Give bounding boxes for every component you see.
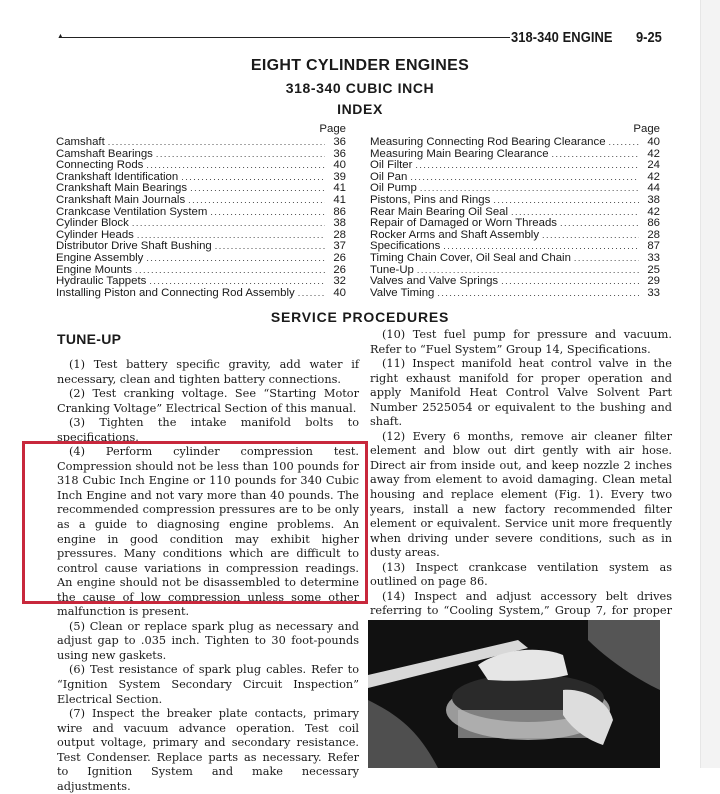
service-procedures-heading: SERVICE PROCEDURES	[270, 309, 450, 325]
index-entry-label: Engine Assembly	[56, 252, 144, 264]
index-entry-page: 87	[647, 241, 660, 253]
index-entry-page: 33	[647, 252, 660, 264]
index-entry-page: 26	[333, 264, 346, 276]
index-entry	[370, 183, 660, 195]
index-leader-dots	[443, 241, 639, 253]
index-entry-page: 39	[333, 171, 346, 183]
index-leader-dots	[415, 160, 639, 172]
index-entry	[370, 241, 660, 253]
index-entry-label: Crankcase Ventilation System	[56, 206, 208, 218]
index-leader-dots	[190, 183, 325, 195]
index-leader-dots	[542, 230, 639, 242]
index-entry	[56, 172, 346, 184]
index-entry-label: Oil Pump	[370, 183, 417, 195]
index-entry-page: 28	[333, 229, 346, 241]
index-entry-label: Repair of Damaged or Worn Threads	[370, 218, 557, 230]
index-entry	[56, 288, 346, 300]
page-subtitle: 318-340 CUBIC INCH	[285, 80, 435, 96]
page-title: EIGHT CYLINDER ENGINES	[250, 57, 470, 74]
index-entry-page: 26	[333, 252, 346, 264]
index-leader-dots	[574, 253, 639, 265]
step-7: (7) Inspect the breaker plate contacts, primary wire and vacuum advance operation. Test coil output voltage, primary and secondary resistance. Test Condenser. Replace parts as necessary. Refer to Ignition System and make necessary adjustments.	[57, 707, 359, 793]
index-entry	[370, 253, 660, 265]
index-entry-page: 42	[647, 171, 660, 183]
index-entry	[56, 253, 346, 265]
step-5: (5) Clean or replace spark plug as necessary and adjust gap to .035 inch. Tighten to 30 foot-pounds using new gaskets.	[57, 619, 359, 662]
index-entry-label: Camshaft	[56, 137, 105, 148]
step-14: (14) Inspect and adjust accessory belt drives referring to “Cooling System,” Group 7, for proper	[370, 589, 672, 618]
index-entry-label: Installing Piston and Connecting Rod Assembly	[56, 287, 295, 299]
index-entry-label: Crankshaft Main Bearings	[56, 183, 188, 195]
step-3: (3) Tighten the intake manifold bolts to specifications.	[57, 416, 359, 444]
air-cleaner-photo	[368, 620, 660, 768]
index-leader-dots	[135, 265, 325, 277]
index-entry	[56, 160, 346, 172]
index-leader-dots	[511, 207, 639, 219]
index-entry-page: 44	[647, 183, 660, 195]
index-leader-dots	[108, 137, 325, 149]
step-13: (13) Inspect crankcase ventilation system as outlined on page 86.	[370, 560, 672, 589]
tune-up-right-column	[370, 328, 672, 648]
step-1: (1) Test battery specific gravity, add water if necessary, clean and tighten battery connections.	[57, 358, 359, 386]
index-entry-label: Oil Filter	[370, 160, 413, 172]
index-heading: INDEX	[337, 101, 383, 117]
index-entry	[370, 265, 660, 277]
index-page-label: Page	[633, 123, 660, 135]
index-leader-dots	[552, 149, 639, 161]
index-entry	[370, 149, 660, 161]
index-entry-label: Hydraulic Tappets	[56, 276, 147, 288]
index-leader-dots	[420, 183, 639, 195]
index-entry	[370, 218, 660, 230]
vertical-scrollbar[interactable]	[700, 0, 720, 768]
index-entry-page: 41	[333, 183, 346, 195]
index-entry	[370, 172, 660, 184]
index-entry	[370, 195, 660, 207]
step-10: (10) Test fuel pump for pressure and vacuum. Refer to “Fuel System” Group 14, Specifications.	[370, 328, 672, 356]
air-cleaner-illustration	[368, 620, 660, 768]
index-entry-label: Cylinder Block	[56, 218, 129, 230]
index-entry-page: 38	[647, 194, 660, 206]
index-right-column	[370, 124, 660, 299]
header-page-number: 9-25	[636, 29, 662, 46]
index-entry-label: Measuring Connecting Rod Bearing Clearance	[370, 137, 606, 148]
index-entry-page: 28	[647, 229, 660, 241]
step-12: (12) Every 6 months, remove air cleaner filter element and blow out dirt gently with air hose. Direct air from inside out, and keep nozzle 2 inches away from element to avoid damaging. Clean metal housing and replace element (Fig. 1). Every two years, install a new factory recommended filter element or equivalent. Service unit more frequently when driving under severe conditions, such as in dusty areas.	[370, 429, 672, 560]
index-leader-dots	[609, 137, 639, 149]
index-entry-page: 86	[333, 206, 346, 218]
index-entry-label: Rocker Arms and Shaft Assembly	[370, 229, 540, 241]
index-entry	[56, 265, 346, 277]
header-rule	[60, 37, 510, 38]
index-entry	[370, 288, 660, 300]
index-entry-label: Oil Pan	[370, 171, 408, 183]
index-leader-dots	[298, 288, 325, 300]
index-entry-label: Crankshaft Identification	[56, 171, 179, 183]
index-entry-label: Camshaft Bearings	[56, 148, 153, 160]
index-entry	[56, 241, 346, 253]
index-leader-dots	[437, 288, 639, 300]
index-entry-page: 40	[647, 137, 660, 148]
index-entry-label: Tune-Up	[370, 264, 414, 276]
index-entry	[370, 230, 660, 242]
index-entry-label: Crankshaft Main Journals	[56, 194, 186, 206]
index-leader-dots	[132, 218, 325, 230]
step-11: (11) Inspect manifold heat control valve in the right exhaust manifold for proper operation and apply Manifold Heat Control Valve Solvent Part Number 2525054 or equivalent to the bushing and shaft.	[370, 357, 672, 429]
index-entry-page: 32	[333, 276, 346, 288]
index-leader-dots	[410, 172, 639, 184]
index-entry-page: 33	[647, 287, 660, 299]
index-entry	[56, 276, 346, 288]
index-entry-page: 24	[647, 160, 660, 172]
index-entry-label: Specifications	[370, 241, 441, 253]
tune-up-left-column	[57, 358, 359, 794]
index-leader-dots	[137, 230, 325, 242]
index-entry	[56, 183, 346, 195]
index-leader-dots	[493, 195, 639, 207]
step-2: (2) Test cranking voltage. See “Starting Motor Cranking Voltage” Electrical Section of this manual.	[57, 387, 359, 415]
index-leader-dots	[146, 253, 325, 265]
index-leader-dots	[156, 149, 325, 161]
index-entry	[56, 149, 346, 161]
index-entry-page: 42	[647, 206, 660, 218]
index-leader-dots	[188, 195, 325, 207]
index-entry-page: 40	[333, 287, 346, 299]
index-entry-page: 42	[647, 148, 660, 160]
index-entry-page: 25	[647, 264, 660, 276]
index-entry	[56, 195, 346, 207]
index-entry-label: Distributor Drive Shaft Bushing	[56, 241, 212, 253]
index-entry-label: Pistons, Pins and Rings	[370, 194, 491, 206]
index-left-column	[56, 124, 346, 299]
index-entry	[370, 276, 660, 288]
index-leader-dots	[560, 218, 639, 230]
index-entry-label: Rear Main Bearing Oil Seal	[370, 206, 509, 218]
index-entry-page: 36	[333, 148, 346, 160]
index-leader-dots	[210, 207, 325, 219]
index-leader-dots	[501, 276, 639, 288]
index-entry-label: Engine Mounts	[56, 264, 132, 276]
index-entry-page: 29	[647, 276, 660, 288]
step-4: (4) Perform cylinder compression test. Compression should not be less than 100 pounds for 318 Cubic Inch Engine or 110 pounds for 340 Cubic Inch Engine and not vary more than 40 pounds. The recommended compression pressures are to be only as a guide to diagnosing engine problems. An engine in good condition may exhibit higher pressures. Many conditions which are difficult to control cause variations in compression readings. An engine should not be disassembled to determine the cause of low compression unless some other malfunction is present.	[57, 445, 359, 619]
step-6: (6) Test resistance of spark plug cables. Refer to “Ignition System Secondary Circuit Inspection” Electrical Section.	[57, 663, 359, 706]
index-entry	[56, 207, 346, 219]
index-entry	[56, 137, 346, 149]
index-entry-label: Timing Chain Cover, Oil Seal and Chain	[370, 252, 571, 264]
header-section: 318-340 ENGINE	[511, 29, 613, 46]
index-entry-page: 86	[647, 218, 660, 230]
index-entry-label: Cylinder Heads	[56, 229, 134, 241]
index-entry-label: Measuring Main Bearing Clearance	[370, 148, 549, 160]
index-entry-page: 40	[333, 160, 346, 172]
tune-up-heading: TUNE-UP	[57, 331, 122, 347]
index-entry	[370, 137, 660, 149]
index-entry-page: 41	[333, 194, 346, 206]
header-arrow-icon: ▲	[57, 33, 64, 40]
index-entry-page: 37	[333, 241, 346, 253]
index-entry-label: Connecting Rods	[56, 160, 144, 172]
index-entry-page: 38	[333, 218, 346, 230]
index-entry	[56, 218, 346, 230]
index-entry	[370, 160, 660, 172]
index-leader-dots	[215, 241, 325, 253]
index-entry-label: Valve Timing	[370, 287, 435, 299]
index-leader-dots	[417, 265, 639, 277]
index-entry	[56, 230, 346, 242]
index-entry-page: 36	[333, 137, 346, 148]
index-leader-dots	[149, 276, 325, 288]
index-entry-label: Valves and Valve Springs	[370, 276, 499, 288]
index-leader-dots	[146, 160, 325, 172]
index-entry	[370, 207, 660, 219]
index-leader-dots	[181, 172, 325, 184]
index-page-label: Page	[319, 123, 346, 135]
